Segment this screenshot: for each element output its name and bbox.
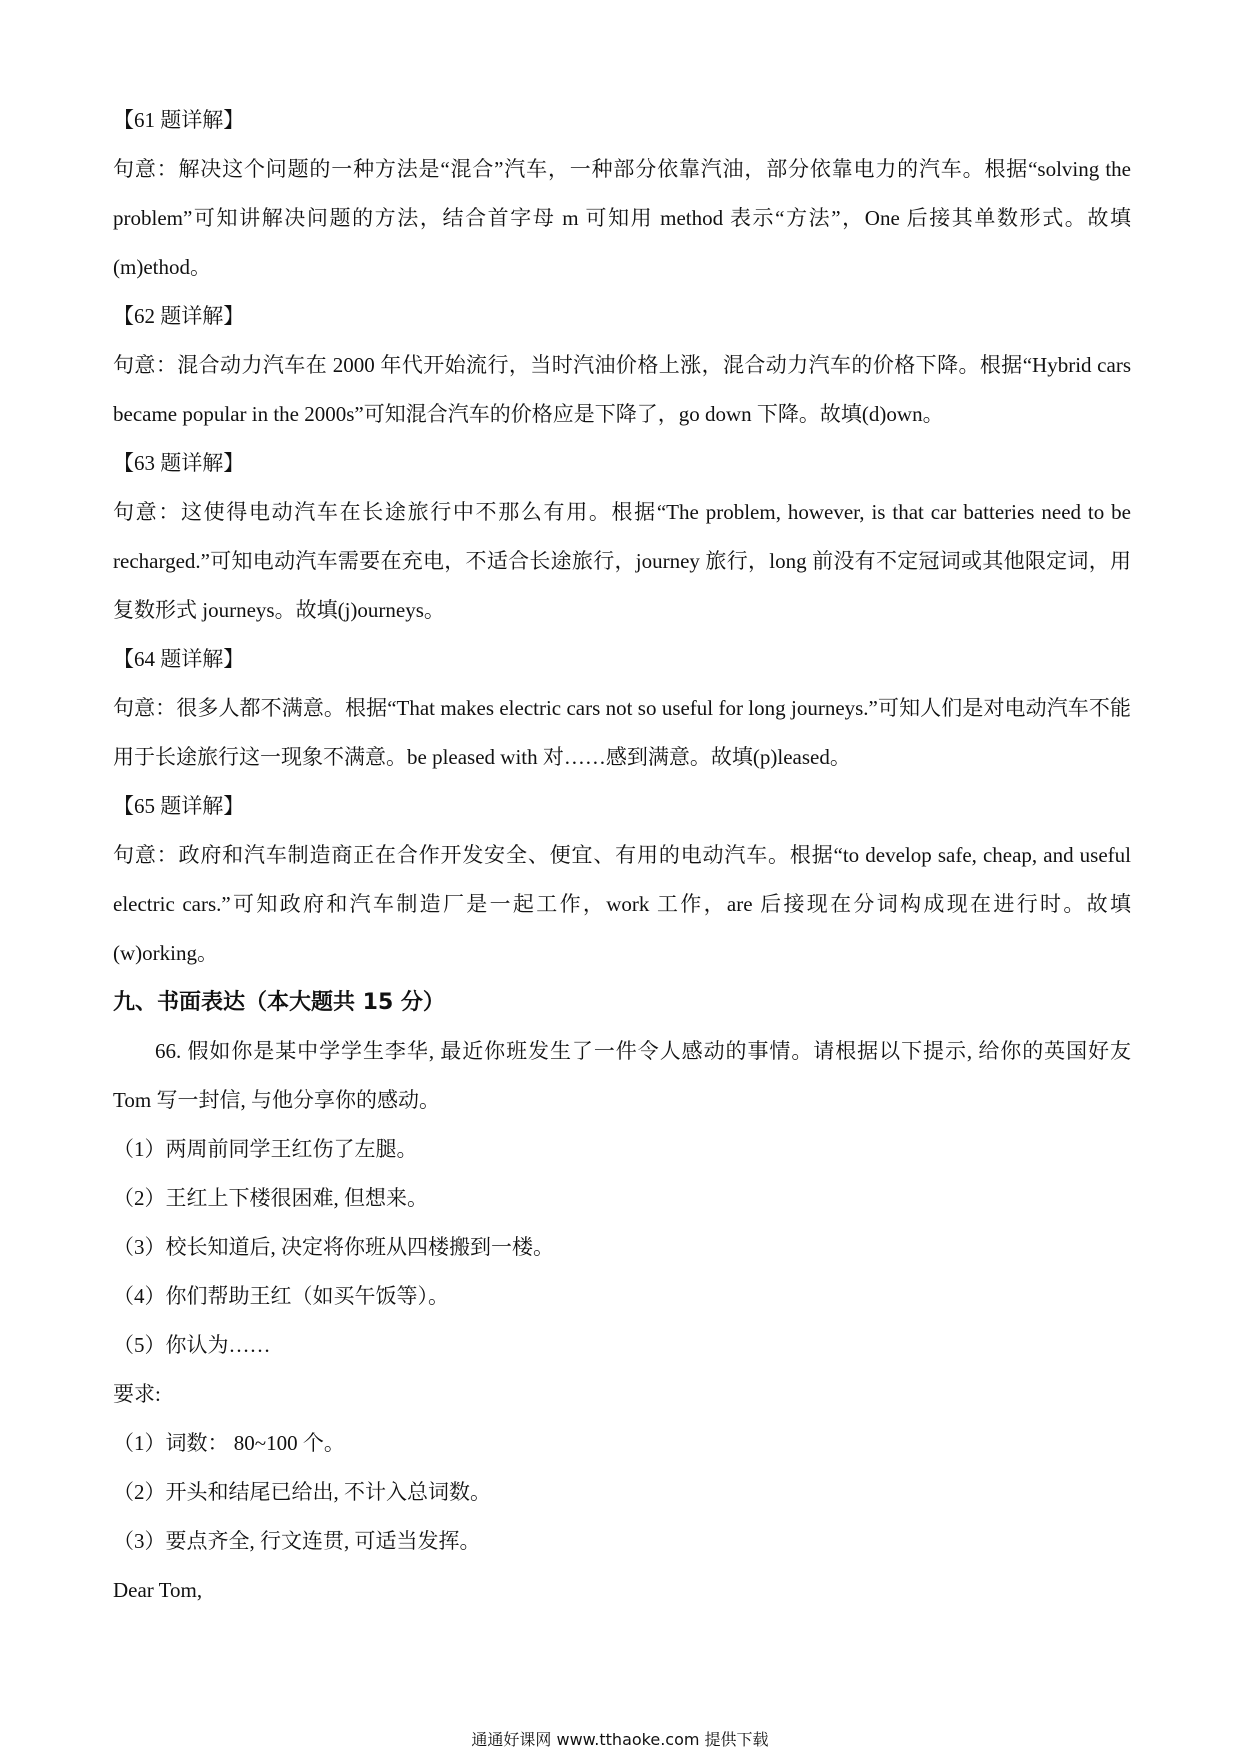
explanation-text: 句意：很多人都不满意。根据“That makes electric cars not so useful for long journeys.”可知人们是对电动汽车不能用于长途旅行这一现象不满意。be pleased with 对……感到满意。故填(p)leased。 <box>113 696 1131 769</box>
explanation-heading: 【62 题详解】 <box>113 304 245 328</box>
hint-list <box>113 1125 1131 1370</box>
explanation-63 <box>113 439 1131 635</box>
explanation-text: 句意：这使得电动汽车在长途旅行中不那么有用。根据“The problem, however, is that car batteries need to be recharged.”可知电动汽车需要在充电，不适合长途旅行，journey 旅行，long 前没有不定冠词或其他限定词，用复数形式 journeys。故填(j)ourneys。 <box>113 500 1131 622</box>
hint-item: （4）你们帮助王红（如买午饭等）。 <box>113 1284 449 1308</box>
hint-item: （5）你认为…… <box>113 1333 271 1357</box>
explanation-62 <box>113 292 1131 439</box>
section-title: 九、书面表达（本大题共 15 分） <box>113 990 445 1015</box>
explanation-heading: 【63 题详解】 <box>113 451 245 475</box>
explanation-text: 句意：混合动力汽车在 2000 年代开始流行，当时汽油价格上涨，混合动力汽车的价格下降。根据“Hybrid cars became popular in the 2000s”可知混合汽车的价格应是下降了，go down 下降。故填(d)own。 <box>113 353 1131 426</box>
explanation-65 <box>113 782 1131 978</box>
letter-salutation: Dear Tom, <box>113 1578 203 1602</box>
explanation-61 <box>113 96 1131 292</box>
footer-source: 通通好课网 www.tthaoke.com 提供下载 <box>471 1730 769 1749</box>
explanation-heading: 【65 题详解】 <box>113 794 245 818</box>
requirement-item: （1）词数： 80~100 个。 <box>113 1431 345 1455</box>
requirement-item: （2）开头和结尾已给出, 不计入总词数。 <box>113 1480 491 1504</box>
requirement-item: （3）要点齐全, 行文连贯, 可适当发挥。 <box>113 1529 481 1553</box>
requirement-list <box>113 1419 1131 1566</box>
requirements-label: 要求: <box>113 1382 161 1406</box>
hint-item: （2）王红上下楼很困难, 但想来。 <box>113 1186 428 1210</box>
explanation-text: 句意：解决这个问题的一种方法是“混合”汽车，一种部分依靠汽油，部分依靠电力的汽车。根据“solving the problem”可知讲解决问题的方法，结合首字母 m 可知用 method 表示“方法”，One 后接其单数形式。故填(m)ethod。 <box>113 157 1131 279</box>
explanation-text: 句意：政府和汽车制造商正在合作开发安全、便宜、有用的电动汽车。根据“to develop safe, cheap, and useful electric cars.”可知政府和汽车制造厂是一起工作，work 工作，are 后接现在分词构成现在进行时。故填(w)orking。 <box>113 843 1131 965</box>
explanation-64 <box>113 635 1131 782</box>
explanation-heading: 【64 题详解】 <box>113 647 245 671</box>
hint-item: （3）校长知道后, 决定将你班从四楼搬到一楼。 <box>113 1235 554 1259</box>
writing-task-prompt: 66. 假如你是某中学学生李华, 最近你班发生了一件令人感动的事情。请根据以下提示, 给你的英国好友 Tom 写一封信, 与他分享你的感动。 <box>113 1039 1131 1112</box>
explanation-heading: 【61 题详解】 <box>113 108 245 132</box>
document-page <box>113 96 1131 1615</box>
hint-item: （1）两周前同学王红伤了左腿。 <box>113 1137 418 1161</box>
